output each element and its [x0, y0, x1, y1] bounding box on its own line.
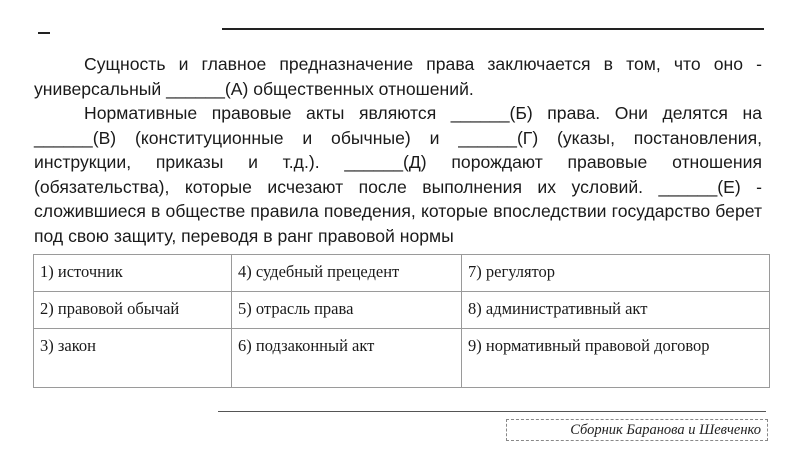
passage-paragraph-1: Сущность и главное предназначение права заключается в том, что оно - универсальный ______(А) общественных отношений. [34, 54, 762, 99]
option-9: 9) нормативный правовой договор [462, 329, 770, 388]
option-1: 1) источник [34, 255, 232, 292]
source-caption: Сборник Баранова и Шевченко [506, 419, 768, 441]
task-passage [34, 52, 762, 248]
option-3: 3) закон [34, 329, 232, 388]
bottom-rule [218, 411, 766, 412]
top-left-dash [38, 32, 50, 34]
top-rule [222, 28, 764, 30]
option-8: 8) административный акт [462, 292, 770, 329]
option-6: 6) подзаконный акт [232, 329, 462, 388]
table-row [34, 255, 770, 292]
passage-paragraph-2: Нормативные правовые акты являются ______(Б) права. Они делятся на ______(В) (конституционные и обычные) и ______(Г) (указы, постановления, инструкции, приказы и т.д.). ______(Д) порождают правовые отношения (обязательства), которые исчезают после выполнения их условий. ______(Е) - сложившиеся в обществе правила поведения, которые впоследствии государство берет под свою защиту, переводя в ранг правовой нормы [34, 103, 762, 246]
option-2: 2) правовой обычай [34, 292, 232, 329]
option-5: 5) отрасль права [232, 292, 462, 329]
option-7: 7) регулятор [462, 255, 770, 292]
table-row [34, 292, 770, 329]
table-row [34, 329, 770, 388]
option-4: 4) судебный прецедент [232, 255, 462, 292]
options-table [33, 254, 770, 388]
